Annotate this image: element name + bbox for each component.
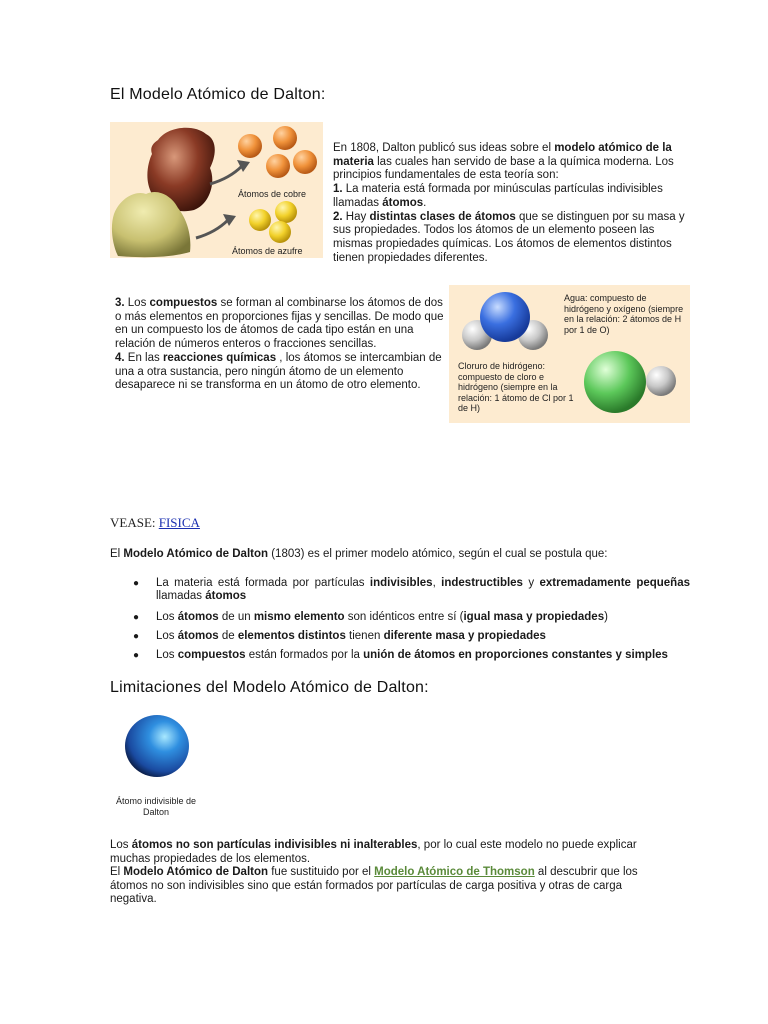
list-item: ● Los compuestos están formados por la unión de átomos en proporciones constantes y simples <box>133 649 668 661</box>
sulfur-atoms-label: Átomos de azufre <box>232 246 303 256</box>
compounds-paragraph: 3. Los compuestos se forman al combinarse los átomos de dos o más elementos en proporciones fijas y sencillas. De modo que en un compuesto los de átomos de cada tipo están en una relación de números enteros o fracciones sencillas. 4. En las reacciones químicas , los átomos se intercambian de una a otra sustancia, pero ningún átomo de un elemento desaparece ni se transforma en un átomo de otro elemento. <box>115 297 444 392</box>
list-item: ● Los átomos de elementos distintos tienen diferente masa y propiedades <box>133 630 546 642</box>
dalton-atom-icon <box>122 713 192 779</box>
limitations-paragraph: Los átomos no son partículas indivisibles ni inalterables, por lo cual este modelo no puede explicar muchas propiedades de los elementos. El Modelo Atómico de Dalton fue sustituido por el Modelo Atómico de Thomson al descubrir que los átomos no son indivisibles sino que están formados por partículas de carga positiva y otras de carga negativa. <box>110 839 638 906</box>
chlorine-atom <box>584 351 646 413</box>
copper-atom <box>273 126 297 150</box>
list-item: ● La materia está formada por partículas indivisibles, indestructibles y extremadamente pequeñas llamadas átomos <box>133 577 690 602</box>
bullet-icon: ● <box>133 650 140 661</box>
sulfur-atom <box>275 201 297 223</box>
molecules-figure <box>449 285 690 423</box>
dalton-intro-paragraph: En 1808, Dalton publicó sus ideas sobre el modelo atómico de la materia las cuales han servido de base a la química moderna. Los principios fundamentales de esta teoría son: 1. La materia está formada por minúsculas partículas indivisibles llamadas átomos. 2. Hay distintas clases de átomos que se distinguen por su masa y sus propiedades. Todos los átomos de un elemento poseen las mismas propiedades químicas. Los átomos de elementos distintos tienen propiedades diferentes. <box>333 142 685 264</box>
limitations-title: Limitaciones del Modelo Atómico de Dalton: <box>110 679 429 696</box>
bullet-icon: ● <box>133 612 140 623</box>
see-also: VEASE: FISICA <box>110 515 200 530</box>
water-label: Agua: compuesto de hidrógeno y oxígeno (siempre en la relación: 2 átomos de H por 1 de O) <box>564 293 684 335</box>
hydrogen-atom <box>646 366 676 396</box>
copper-sulfur-figure <box>110 122 323 258</box>
copper-atom <box>266 154 290 178</box>
bullet-icon: ● <box>133 578 140 589</box>
sulfur-atom <box>269 221 291 243</box>
page-title: El Modelo Atómico de Dalton: <box>110 86 326 103</box>
arrow-sulfur <box>196 220 228 238</box>
copper-atom <box>293 150 317 174</box>
atom-caption: Átomo indivisible de Dalton <box>115 796 197 817</box>
list-item: ● Los átomos de un mismo elemento son idénticos entre sí (igual masa y propiedades) <box>133 611 608 623</box>
postulates-intro: El Modelo Atómico de Dalton (1803) es el primer modelo atómico, según el cual se postula que: <box>110 548 608 560</box>
bullet-icon: ● <box>133 631 140 642</box>
sulfur-atom <box>249 209 271 231</box>
fisica-link[interactable]: FISICA <box>158 515 200 530</box>
postulates-list <box>110 577 690 662</box>
copper-atom <box>238 134 262 158</box>
arrow-copper <box>210 166 242 184</box>
hydrogen-chloride-label: Cloruro de hidrógeno: compuesto de cloro e hidrógeno (siempre en la relación: 1 átomo de Cl por 1 de H) <box>458 361 574 413</box>
copper-atoms-label: Átomos de cobre <box>238 189 307 199</box>
oxygen-atom <box>480 292 530 342</box>
thomson-model-link[interactable]: Modelo Atómico de Thomson <box>374 866 535 879</box>
